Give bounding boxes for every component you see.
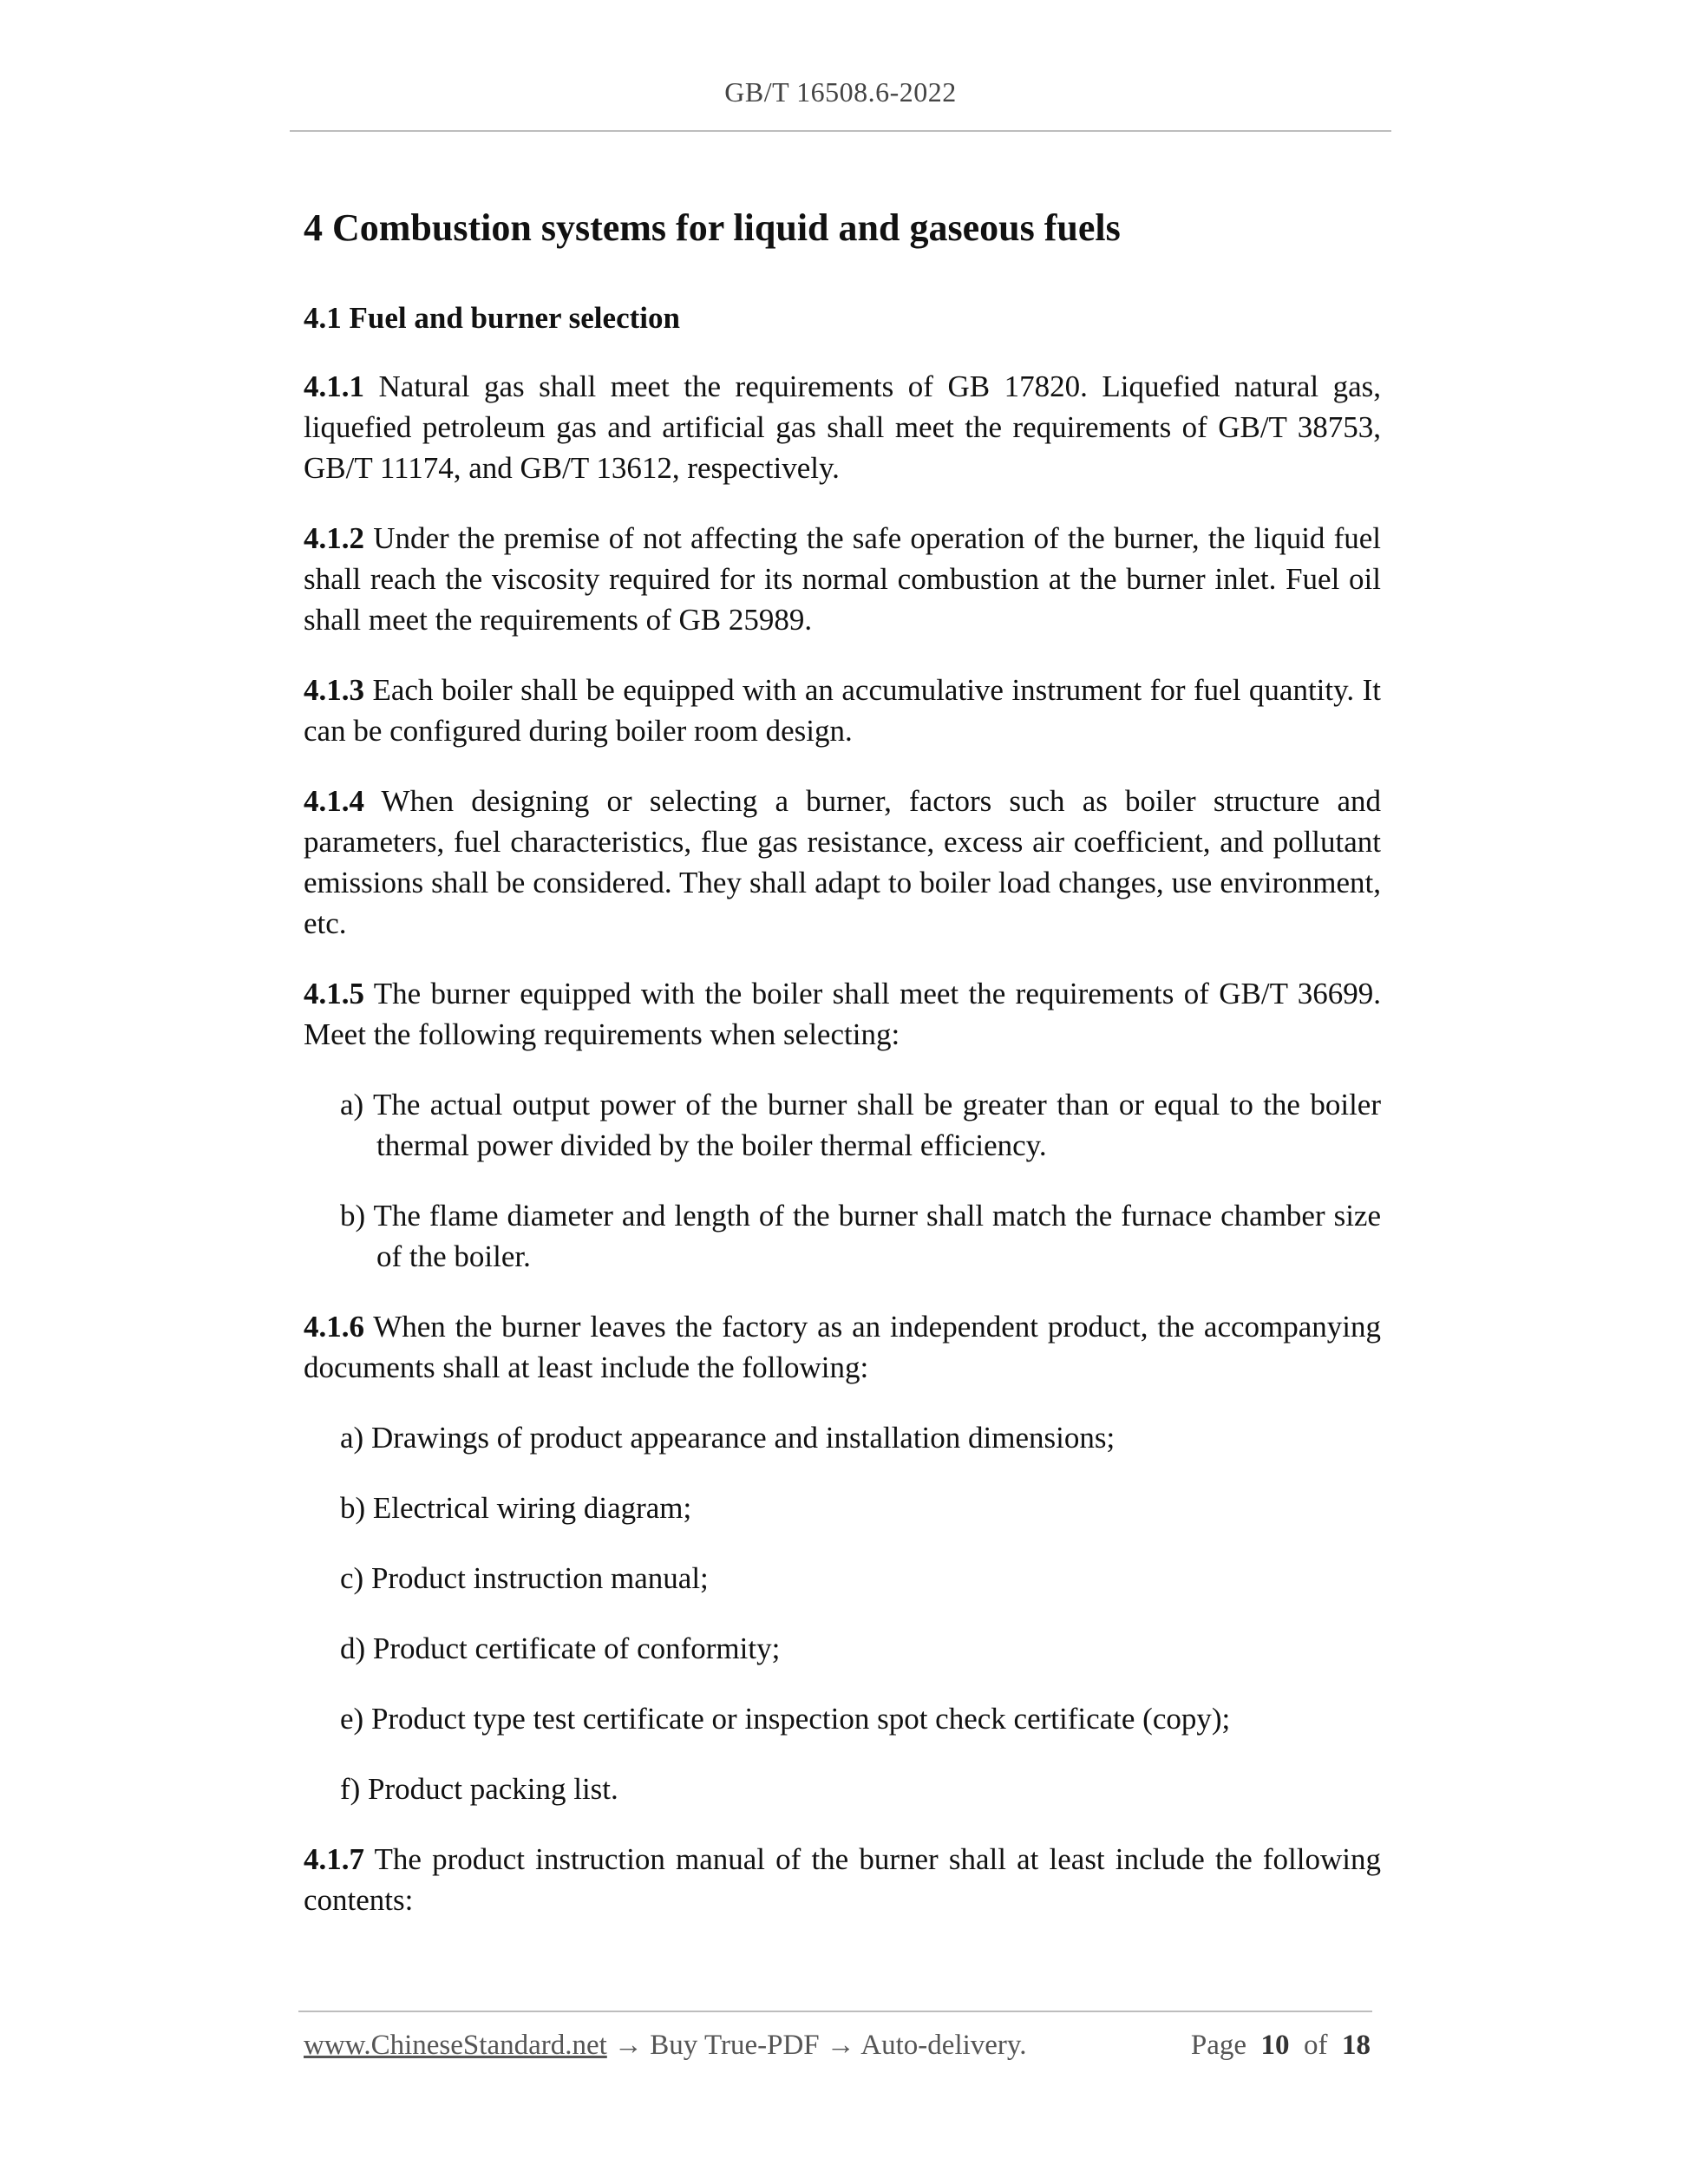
clause-4-1-7 [304, 1839, 1381, 1920]
clause-text: Each boiler shall be equipped with an accumulative instrument for fuel quantity. It can be configured during boiler room design. [304, 673, 1382, 748]
list-item: b) The flame diameter and length of the burner shall match the furnace chamber size of the boiler. [340, 1199, 1381, 1273]
list-item: a) Drawings of product appearance and installation dimensions; [340, 1421, 1116, 1455]
clause-text: Under the premise of not affecting the safe operation of the burner, the liquid fuel shall reach the viscosity required for its normal combustion at the burner inlet. Fuel oil shall meet the requirements of GB 25989. [304, 521, 1382, 637]
document-header: GB/T 16508.6-2022 [724, 76, 957, 108]
footer-tagline: → Buy True-PDF → Auto-delivery. [606, 2030, 1027, 2061]
clause-4-1-5 [304, 973, 1381, 1055]
clause-text: The product instruction manual of the burner shall at least include the following contents: [304, 1842, 1381, 1917]
list-item: d) Product certificate of conformity; [340, 1631, 781, 1665]
total-page-number: 18 [1342, 2030, 1371, 2061]
clause-text: When designing or selecting a burner, factors such as boiler structure and parameters, fuel characteristics, flue gas resistance, excess air coefficient, and pollutant emissions shall be considered. They shall adapt to boiler load changes, use environment, etc. [304, 784, 1381, 940]
list-item: b) Electrical wiring diagram; [340, 1491, 692, 1525]
list-item: f) Product packing list. [340, 1772, 618, 1806]
clause-number: 4.1.5 [304, 977, 364, 1010]
clause-4-1-4 [304, 781, 1381, 944]
list-item: e) Product type test certificate or inspection spot check certificate (copy); [340, 1702, 1231, 1736]
clause-number: 4.1.6 [304, 1310, 364, 1344]
clause-text: Natural gas shall meet the requirements of GB 17820. Liquefied natural gas, liquefied petroleum gas and artificial gas shall meet the requirements of GB/T 38753, GB/T 11174, and GB/T 13612, respectively. [304, 369, 1381, 485]
subsection-title: 4.1 Fuel and burner selection [304, 301, 680, 335]
header-divider [290, 130, 1391, 132]
footer-promo [304, 2030, 1027, 2062]
page-label: Page [1190, 2030, 1246, 2061]
clause-4-1-6 [304, 1306, 1381, 1388]
section-title: 4 Combustion systems for liquid and gaseous fuels [304, 206, 1121, 249]
clause-text: The burner equipped with the boiler shall meet the requirements of GB/T 36699. Meet the following requirements when selecting: [304, 977, 1381, 1051]
clause-text: When the burner leaves the factory as an independent product, the accompanying documents shall at least include the following: [304, 1310, 1381, 1384]
page-of-label: of [1304, 2030, 1328, 2061]
clause-number: 4.1.7 [304, 1842, 364, 1876]
list-item: a) The actual output power of the burner shall be greater than or equal to the boiler thermal power divided by the boiler thermal efficiency. [340, 1088, 1381, 1162]
footer-divider [298, 2011, 1372, 2012]
clause-4-1-1 [304, 366, 1381, 488]
clause-4-1-2 [304, 518, 1381, 640]
page-indicator [1191, 2030, 1371, 2062]
list-item: c) Product instruction manual; [340, 1561, 709, 1595]
clause-4-1-3 [304, 670, 1381, 751]
current-page-number: 10 [1260, 2030, 1290, 2061]
clause-number: 4.1.1 [304, 369, 364, 403]
website-link[interactable]: www.ChineseStandard.net [304, 2030, 607, 2061]
clause-number: 4.1.2 [304, 521, 364, 555]
clause-number: 4.1.3 [304, 673, 364, 707]
page-content [304, 198, 1381, 1950]
clause-number: 4.1.4 [304, 784, 364, 818]
